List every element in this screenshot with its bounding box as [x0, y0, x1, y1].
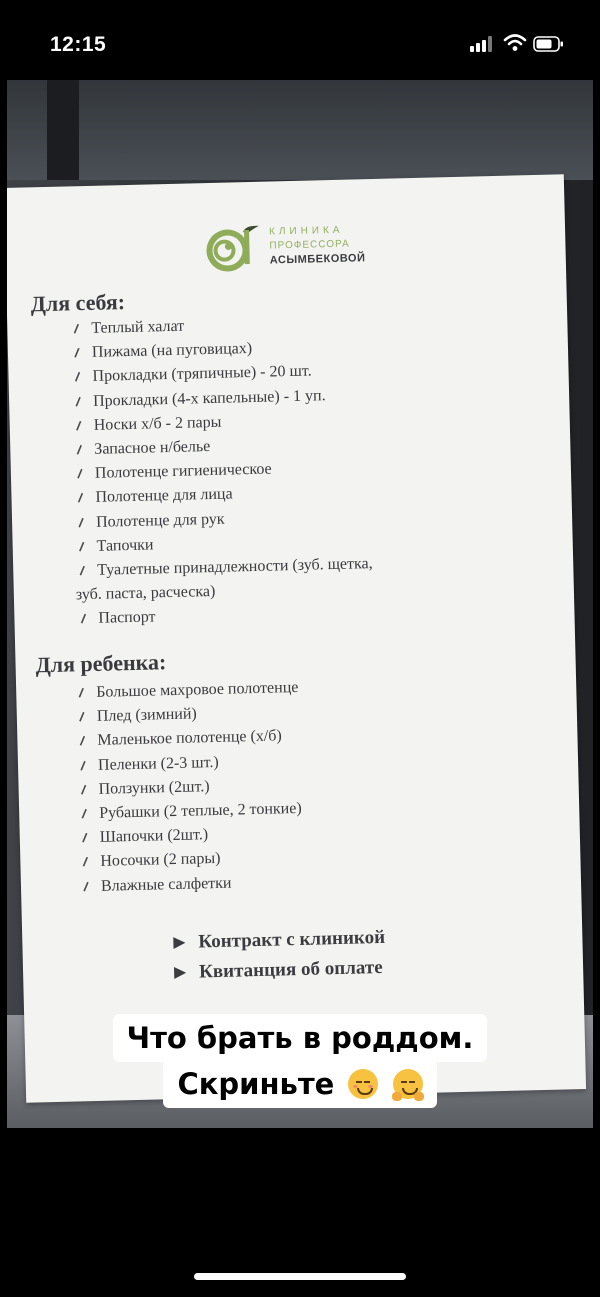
- document-item-receipt: Квитанция об оплате: [173, 955, 474, 992]
- bullet-icon: [79, 736, 85, 747]
- bullet-icon: [80, 784, 86, 795]
- hugging-face-icon: [393, 1069, 423, 1099]
- bullet-icon: [75, 396, 81, 407]
- list-item: Прокладки (4-х капельные) - 1 уп.: [71, 380, 471, 414]
- document-item-contract: Контракт с клиникой: [172, 925, 473, 962]
- caption-line-2: Скриньте: [163, 1060, 436, 1108]
- bullet-icon: [77, 493, 83, 504]
- list-item: Полотенце для лица: [73, 477, 473, 511]
- bullet-icon: [82, 857, 88, 868]
- list-item: Тапочки: [74, 525, 474, 559]
- bullet-icon: [79, 711, 85, 722]
- bullet-icon: [76, 444, 82, 455]
- story-photo: [7, 80, 593, 1128]
- triangle-arrow-icon: [173, 966, 187, 980]
- bullet-icon: [74, 347, 80, 358]
- story-caption: [7, 1014, 593, 1106]
- battery-icon: [533, 36, 564, 52]
- bullet-icon: [78, 687, 84, 698]
- list-item: Запасное н/белье: [72, 429, 472, 463]
- background-wall: [7, 80, 593, 180]
- bullet-icon: [80, 614, 86, 625]
- list-item: Полотенце для рук: [74, 501, 474, 535]
- bullet-icon: [74, 372, 80, 383]
- bullet-icon: [81, 808, 87, 819]
- bullet-icon: [80, 760, 86, 771]
- list-item: Большое махровое полотенце: [74, 672, 474, 706]
- list-item: Прокладки (тряпичные) - 20 шт.: [70, 356, 470, 390]
- list-item: Рубашки (2 теплые, 2 тонкие): [77, 793, 477, 827]
- bullet-icon: [83, 881, 89, 892]
- bullet-icon: [82, 832, 88, 843]
- wifi-icon: [503, 33, 527, 53]
- clinic-logo-mark-icon: [203, 220, 262, 275]
- list-item-continuation: зуб. паста, расческа): [75, 583, 216, 604]
- section-title-self: Для себя:: [30, 289, 126, 317]
- list-item: Теплый халат: [69, 308, 469, 342]
- signal-icon: [470, 36, 496, 52]
- home-indicator[interactable]: [194, 1273, 406, 1280]
- list-item: Носочки (2 пары): [78, 841, 478, 875]
- bullet-icon: [76, 420, 82, 431]
- logo-line-3: АСЫМБЕКОВОЙ: [269, 252, 366, 267]
- background-shelf: [47, 80, 79, 180]
- clinic-logo: [203, 216, 394, 277]
- list-item: Плед (зимний): [75, 696, 475, 730]
- logo-line-1: КЛИНИКА: [268, 224, 344, 238]
- self-item-list: [69, 308, 477, 632]
- list-item: Шапочки (2шт.): [78, 817, 478, 851]
- bullet-icon: [77, 468, 83, 479]
- caption-line-1: Что брать в роддом.: [113, 1014, 488, 1062]
- child-item-list: [74, 672, 479, 900]
- list-item: Пеленки (2-3 шт.): [76, 744, 476, 778]
- checklist-paper: [7, 174, 586, 1102]
- list-item: Полотенце гигиеническое: [73, 453, 473, 487]
- documents-list: [172, 925, 473, 992]
- logo-line-2: ПРОФЕССОРА: [269, 238, 350, 252]
- triangle-arrow-icon: [172, 936, 186, 950]
- list-item: Маленькое полотенце (х/б): [75, 720, 475, 754]
- bullet-icon: [78, 517, 84, 528]
- section-title-child: Для ребенка:: [35, 649, 167, 678]
- list-item: Пижама (на пуговицах): [70, 332, 470, 366]
- status-time: 12:15: [50, 33, 107, 56]
- bullet-icon: [79, 565, 85, 576]
- list-item: Носки х/б - 2 пары: [71, 404, 471, 438]
- bullet-icon: [73, 323, 79, 334]
- list-item: Влажные салфетки: [79, 865, 479, 899]
- bullet-icon: [79, 541, 85, 552]
- list-item: Туалетные принадлежности (зуб. щетка, зуб. паста, расческа): [75, 550, 476, 608]
- status-bar: [0, 0, 600, 80]
- smiling-face-icon: [348, 1069, 378, 1099]
- list-item: Паспорт: [76, 598, 476, 632]
- list-item: Ползунки (2шт.): [76, 768, 476, 802]
